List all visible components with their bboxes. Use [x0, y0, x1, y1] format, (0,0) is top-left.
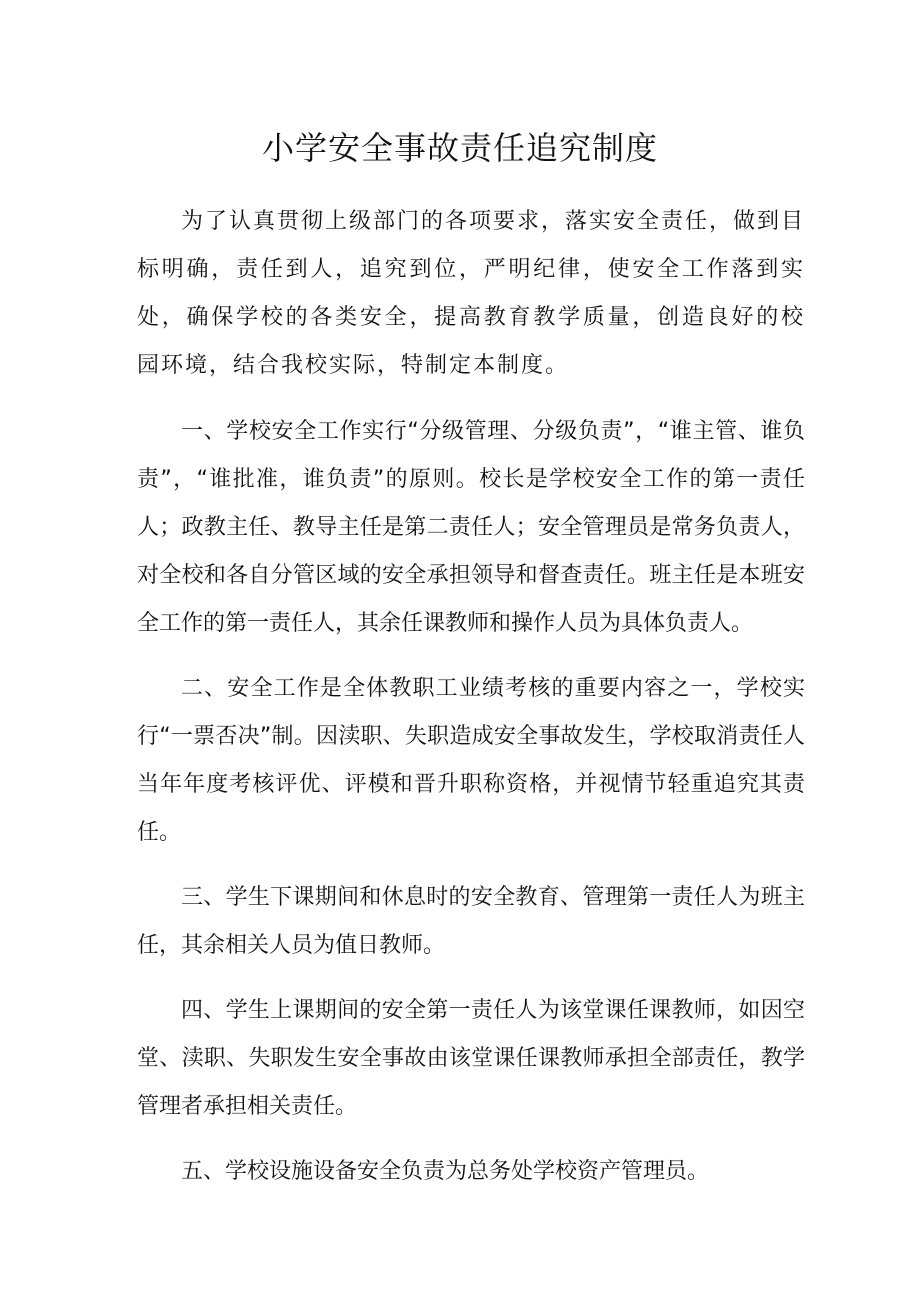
section-2-paragraph: 二、安全工作是全体教职工业绩考核的重要内容之一，学校实行“一票否决”制。因渎职、失职造成安全事故发生，学校取消责任人当年年度考核评优、评模和晋升职称资格，并视情节轻重追究其责任。 [137, 676, 805, 845]
section-5-paragraph: 五、学校设施设备安全负责为总务处学校资产管理员。 [181, 1159, 710, 1184]
document-title: 小学安全事故责任追究制度 [261, 129, 658, 167]
section-1-paragraph: 一、学校安全工作实行“分级管理、分级负责”，“谁主管、谁负责”，“谁批准，谁负责”的原则。校长是学校安全工作的第一责任人；政教主任、教导主任是第二责任人；安全管理员是常务负责人，对全校和各自分管区域的安全承担领导和督查责任。班主任是本班安全工作的第一责任人，其余任课教师和操作人员为具体负责人。 [137, 419, 805, 636]
intro-paragraph: 为了认真贯彻上级部门的各项要求，落实安全责任，做到目标明确，责任到人，追究到位，严明纪律，使安全工作落到实处，确保学校的各类安全，提高教育教学质量，创造良好的校园环境，结合我校实际，特制定本制度。 [137, 209, 806, 378]
document-body [137, 198, 805, 1213]
section-4-paragraph: 四、学生上课期间的安全第一责任人为该堂课任课教师，如因空堂、渎职、失职发生安全事故由该堂课任课教师承担全部责任，教学管理者承担相关责任。 [137, 998, 805, 1119]
section-3-paragraph: 三、学生下课期间和休息时的安全教育、管理第一责任人为班主任，其余相关人员为值日教师。 [137, 885, 805, 958]
